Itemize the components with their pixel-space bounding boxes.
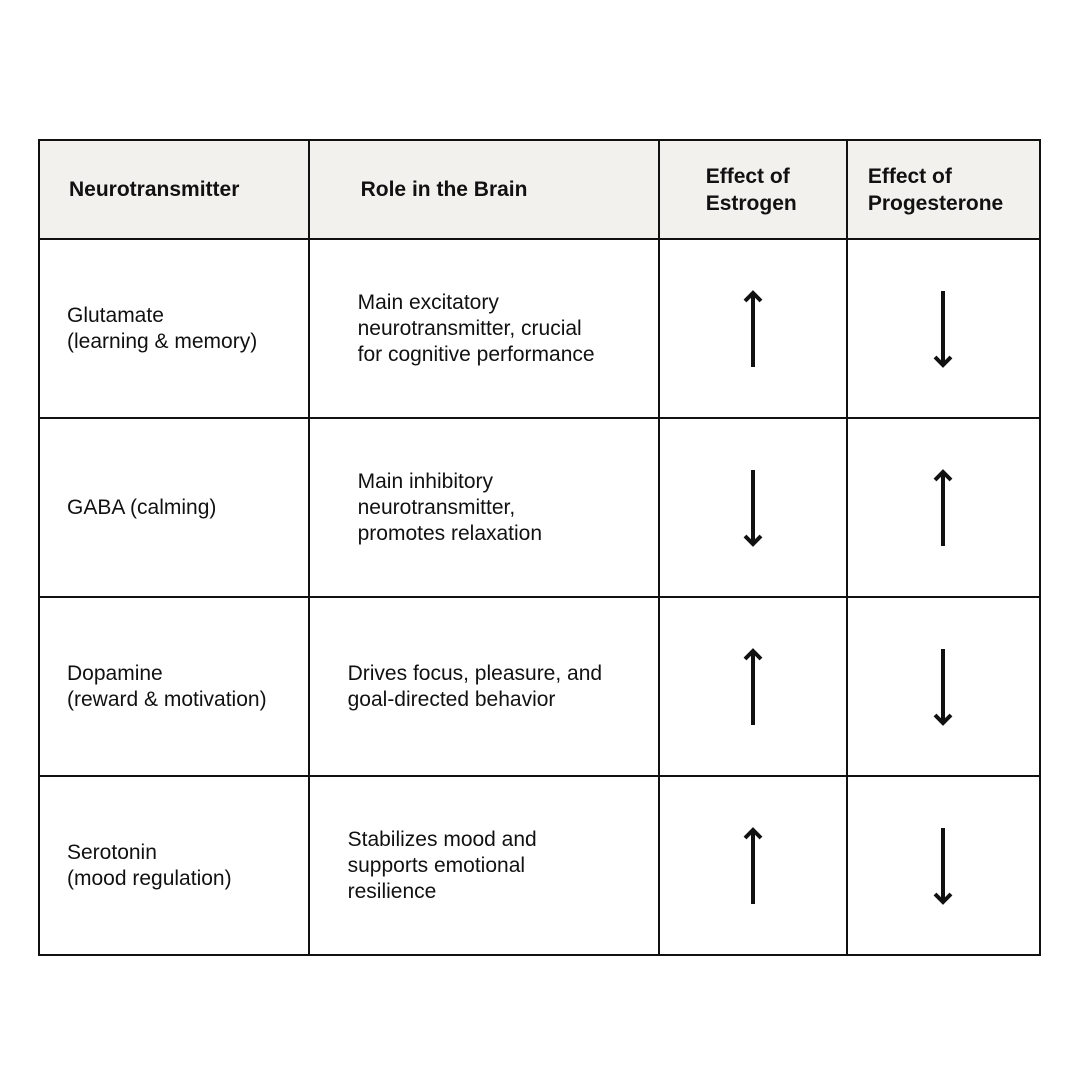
table-row — [39, 597, 1040, 776]
header-progesterone-line-2: Progesterone — [867, 191, 1004, 215]
role-cell — [309, 776, 659, 955]
role-line: neurotransmitter, — [357, 495, 516, 519]
arrow-up-icon — [931, 468, 955, 548]
role-cell — [309, 239, 659, 418]
neurotransmitter-cell — [39, 597, 309, 776]
header-progesterone-line-1: Effect of — [867, 164, 952, 188]
progesterone-effect-arrow-icon — [848, 647, 1039, 727]
table-row — [39, 776, 1040, 955]
role-line: for cognitive performance — [357, 342, 595, 366]
table-row — [39, 418, 1040, 597]
data-table — [38, 139, 1041, 956]
neurotransmitter-cell — [39, 239, 309, 418]
estrogen-effect-cell — [659, 418, 847, 597]
progesterone-effect-cell — [847, 776, 1040, 955]
estrogen-effect-arrow-icon — [660, 647, 846, 727]
role-line: Stabilizes mood and — [347, 827, 537, 851]
header-neurotransmitter-label: Neurotransmitter — [69, 178, 240, 201]
role-line: goal-directed behavior — [347, 687, 556, 711]
arrow-down-icon — [931, 289, 955, 369]
neurotransmitter-function: (mood regulation) — [67, 866, 232, 890]
role-line: neurotransmitter, crucial — [357, 316, 582, 340]
arrow-down-icon — [931, 826, 955, 906]
table-header — [39, 140, 1040, 239]
header-estrogen-line-2: Estrogen — [705, 191, 797, 215]
header-neurotransmitter — [39, 140, 309, 239]
neurotransmitter-function: (learning & memory) — [67, 329, 258, 353]
neurotransmitter-cell — [39, 776, 309, 955]
header-progesterone — [847, 140, 1040, 239]
neurotransmitter-name: Serotonin — [67, 840, 157, 864]
progesterone-effect-cell — [847, 239, 1040, 418]
progesterone-effect-arrow-icon — [848, 289, 1039, 369]
estrogen-effect-cell — [659, 597, 847, 776]
progesterone-effect-cell — [847, 597, 1040, 776]
neurotransmitter-name: Glutamate — [67, 303, 164, 327]
header-row — [39, 140, 1040, 239]
role-cell — [309, 418, 659, 597]
neurotransmitter-function: (reward & motivation) — [67, 687, 267, 711]
neurotransmitter-cell — [39, 418, 309, 597]
role-line: Main inhibitory — [357, 469, 494, 493]
estrogen-effect-arrow-icon — [660, 289, 846, 369]
role-line: Drives focus, pleasure, and — [347, 661, 603, 685]
hormone-neurotransmitter-table — [38, 139, 1041, 956]
arrow-up-icon — [741, 289, 765, 369]
role-line: supports emotional — [347, 853, 526, 877]
progesterone-effect-arrow-icon — [848, 468, 1039, 548]
estrogen-effect-arrow-icon — [660, 826, 846, 906]
progesterone-effect-arrow-icon — [848, 826, 1039, 906]
table-body — [39, 239, 1040, 955]
arrow-up-icon — [741, 826, 765, 906]
estrogen-effect-cell — [659, 239, 847, 418]
arrow-down-icon — [931, 647, 955, 727]
estrogen-effect-cell — [659, 776, 847, 955]
neurotransmitter-name: GABA (calming) — [67, 495, 217, 519]
header-role-label: Role in the Brain — [360, 178, 528, 201]
progesterone-effect-cell — [847, 418, 1040, 597]
role-line: Main excitatory — [357, 290, 499, 314]
estrogen-effect-arrow-icon — [660, 468, 846, 548]
role-line: resilience — [347, 879, 437, 903]
header-estrogen — [659, 140, 847, 239]
neurotransmitter-name: Dopamine — [67, 661, 163, 685]
role-line: promotes relaxation — [357, 521, 543, 545]
header-role — [309, 140, 659, 239]
role-cell — [309, 597, 659, 776]
arrow-up-icon — [741, 647, 765, 727]
header-estrogen-line-1: Effect of — [705, 164, 790, 188]
arrow-down-icon — [741, 468, 765, 548]
table-row — [39, 239, 1040, 418]
